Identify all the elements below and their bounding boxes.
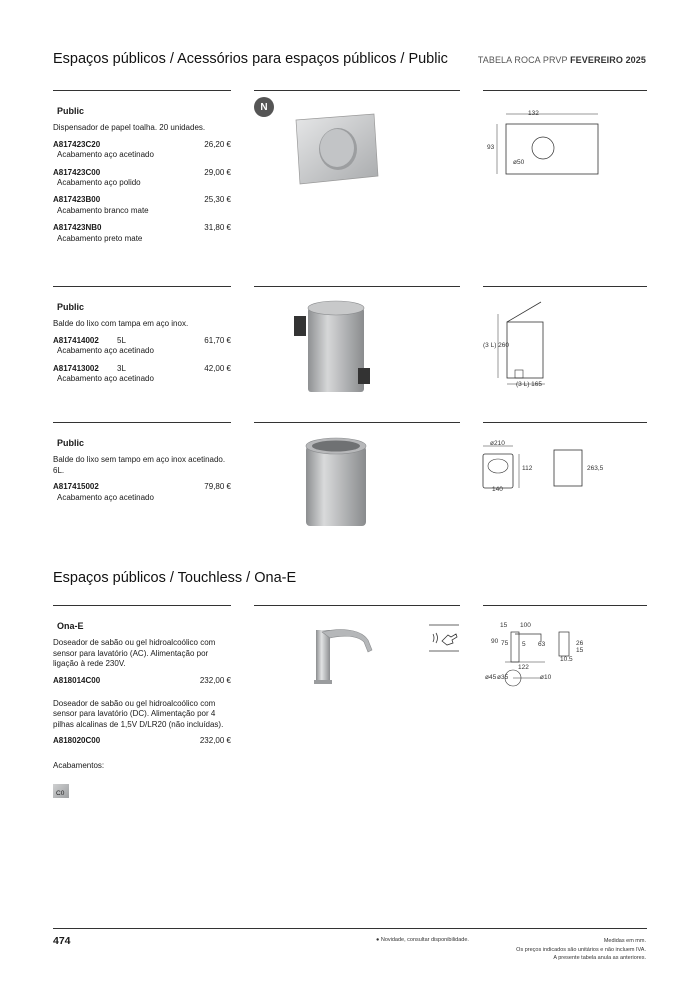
catalog-prefix: TABELA ROCA PRVP — [477, 55, 568, 65]
dimension-label: 100 — [520, 622, 531, 629]
footer-note: Os preços indicados são unitários e não incluem IVA. — [516, 946, 646, 953]
product-block-ona-e — [53, 621, 231, 771]
product-description: Dispensador de papel toalha. 20 unidades. — [53, 123, 206, 133]
price-row — [53, 482, 231, 492]
dimension-label: 63 — [538, 641, 546, 648]
catalog-edition: FEVEREIRO 2025 — [570, 55, 646, 65]
page-title: Espaços públicos / Acessórios para espaços públicos / Public — [53, 51, 448, 67]
divider — [483, 90, 647, 91]
dimension-label: 10.5 — [560, 656, 573, 663]
towel-dispenser-drawing — [485, 108, 635, 180]
product-block-pedal-bin — [53, 302, 231, 391]
pedal-bin-photo — [290, 296, 380, 396]
dimension-label: (3 L) 165 — [516, 381, 543, 388]
footer-notes — [516, 937, 646, 963]
price-row — [53, 336, 231, 346]
product-finish: Acabamento branco mate — [57, 205, 149, 215]
product-family-name: Public — [57, 438, 85, 448]
price-row — [53, 195, 231, 205]
product-code: A818014C00 — [53, 675, 101, 685]
product-size: 5L — [117, 335, 126, 345]
dimension-label: 112 — [522, 465, 533, 472]
product-code: A817423C20 — [53, 139, 101, 149]
divider — [254, 422, 460, 423]
divider — [254, 286, 460, 287]
price-row — [53, 364, 231, 374]
price-row — [53, 223, 231, 233]
new-marker-icon: ● — [376, 937, 380, 943]
price-row — [53, 140, 231, 150]
product-code: A817415002 — [53, 482, 99, 492]
price-row — [53, 736, 231, 746]
product-finish: Acabamento aço acetinado — [57, 374, 154, 384]
dimension-label: (3 L) 260 — [483, 342, 510, 349]
product-description: Doseador de sabão ou gel hidroalcoólico com sensor para lavatório (AC). Alimentação por ligação à rede 230V. — [53, 638, 216, 669]
product-family-name: Ona-E — [57, 621, 84, 631]
product-size: 3L — [117, 363, 126, 373]
dimension-label: 140 — [492, 486, 503, 493]
dimension-label: ø50 — [513, 159, 525, 166]
page-number: 474 — [53, 935, 71, 947]
dimension-label: 132 — [528, 110, 539, 117]
product-price: 31,80 € — [204, 223, 231, 233]
dimension-label: 122 — [518, 664, 529, 671]
price-row — [53, 676, 231, 686]
product-price: 25,30 € — [204, 195, 231, 205]
product-description: Doseador de sabão ou gel hidroalcoólico com sensor para lavatório (DC). Alimentação por 4 pilhas alcalinas de 1,5V D/LR20 (não incluídas). — [53, 699, 224, 729]
divider — [483, 605, 647, 606]
finish-swatch-chrome: C0 — [53, 784, 69, 798]
dimension-label: 90 — [491, 638, 499, 645]
footer-note-new-text: Novidade, consultar disponibilidade. — [380, 937, 469, 943]
footer-note: Medidas em mm. — [603, 938, 646, 944]
product-finish: Acabamento aço polido — [57, 178, 141, 188]
product-finish: Acabamento preto mate — [57, 233, 143, 243]
divider — [254, 605, 460, 606]
dimension-label: ø210 — [490, 440, 505, 447]
price-row — [53, 168, 231, 178]
divider — [254, 90, 460, 91]
divider — [53, 286, 231, 287]
divider — [483, 286, 647, 287]
product-price: 232,00 € — [199, 675, 231, 685]
dimension-label: 15 — [500, 622, 508, 629]
product-code: A817423NB0 — [53, 223, 102, 233]
open-bin-photo — [300, 436, 372, 530]
dimension-label: 93 — [487, 144, 495, 151]
product-price: 29,00 € — [204, 167, 231, 177]
product-code: A817413002 — [53, 363, 99, 373]
dimension-label: ø35 — [497, 674, 509, 681]
product-finish: Acabamento aço acetinado — [57, 150, 154, 160]
product-price: 232,00 € — [199, 736, 231, 746]
touchless-sensor-icon — [428, 623, 460, 653]
product-code: A818020C00 — [53, 736, 101, 746]
dimension-label: 5 — [522, 641, 526, 648]
product-code: A817423B00 — [53, 195, 101, 205]
finishes-label: Acabamentos: — [53, 760, 105, 770]
footer-divider — [53, 928, 647, 929]
product-description: Balde do lixo com tampa em aço inox. — [53, 319, 189, 329]
product-description: Balde do lixo sem tampo em aço inox acetinado. 6L. — [53, 455, 226, 475]
dimension-label: 26 — [576, 640, 584, 647]
divider — [53, 605, 231, 606]
product-finish: Acabamento aço acetinado — [57, 492, 154, 502]
divider — [53, 90, 231, 91]
product-price: 42,00 € — [204, 363, 231, 373]
footer-note-new — [376, 937, 469, 943]
product-price: 26,20 € — [204, 139, 231, 149]
product-code: A817423C00 — [53, 167, 101, 177]
product-price: 79,80 € — [204, 482, 231, 492]
towel-dispenser-photo — [290, 110, 390, 188]
product-block-towel-dispenser — [53, 106, 231, 251]
product-price: 61,70 € — [204, 335, 231, 345]
dimension-label: ø10 — [540, 674, 552, 681]
product-family-name: Public — [57, 106, 85, 116]
section-title: Espaços públicos / Touchless / Ona-E — [53, 570, 297, 586]
new-badge: N — [254, 97, 274, 117]
dimension-label: ø45 — [485, 674, 497, 681]
product-code: A817414002 — [53, 335, 99, 345]
catalog-label — [478, 55, 646, 65]
product-block-open-bin — [53, 438, 231, 510]
footer-note: A presente tabela anula as anteriores. — [553, 955, 646, 961]
product-finish: Acabamento aço acetinado — [57, 346, 154, 356]
divider — [483, 422, 647, 423]
product-family-name: Public — [57, 302, 85, 312]
dimension-label: 15 — [576, 647, 584, 654]
dimension-label: 75 — [501, 640, 509, 647]
dimension-label: 263,5 — [587, 465, 604, 472]
divider — [53, 422, 231, 423]
soap-dispenser-photo — [308, 620, 378, 688]
